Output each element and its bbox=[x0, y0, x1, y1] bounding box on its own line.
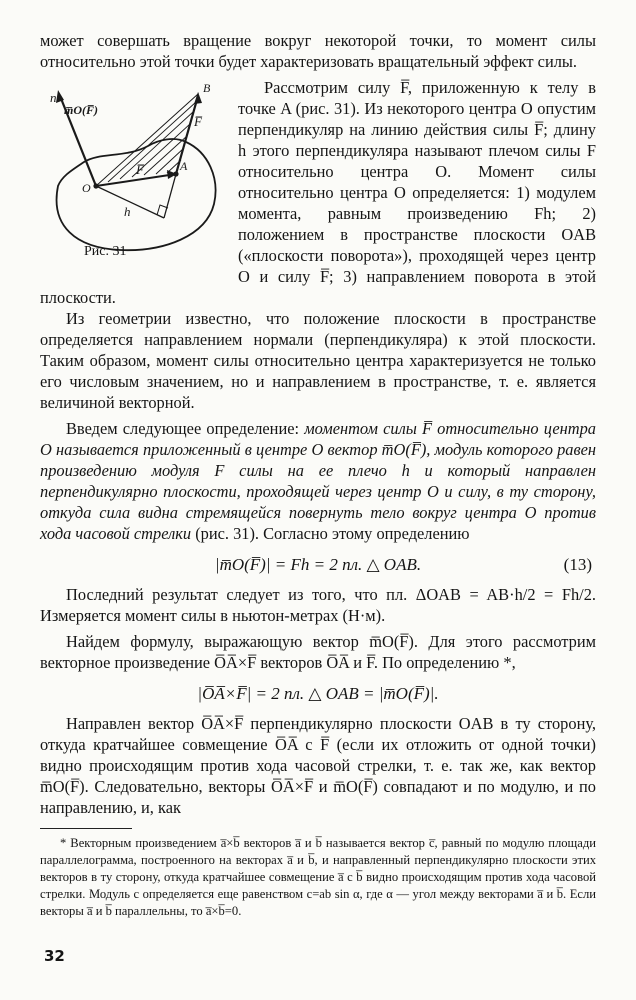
label-moment: m̅O(F̅) bbox=[64, 103, 98, 117]
paragraph-geometry: Из геометрии известно, что положение плоскости в пространстве определяется направлением нормали (перпендикуляра) к этой плоскости. Таким образом, момент силы относительно центра характеризуется не только его числовым значением, но и направлением в пространстве, т. е. является величиной векторной. bbox=[40, 309, 596, 412]
paragraph-definition bbox=[40, 418, 596, 544]
point-a bbox=[173, 171, 178, 176]
footnote: * Векторным произведением a̅×b̅ векторов a̅ и b̅ называется вектор c̅, равный по модулю площади параллелограмма, построенного на векторах a̅ и b̅, и направленный перпендикулярно плоскости этих векторов в ту сторону, откуда кратчайшее совмещение a̅ с b̅ видно происходящим против хода часовой стрелки. Модуль c определяется еще равенством c=ab sin α, где α — угол между векторами a̅ и b̅. Если векторы a̅ и b̅ параллельны, то a̅×b̅=0. bbox=[40, 836, 596, 918]
figure-caption: Рис. 31 bbox=[84, 244, 127, 259]
equation-number: (13) bbox=[563, 555, 592, 574]
definition-lead: Введем следующее определение: bbox=[66, 419, 300, 438]
paragraph-direction: Направлен вектор O̅A̅×F̅ перпендикулярно плоскости OAB в ту сторону, откуда кратчайшее совмещение O̅A̅ с F̅ (если их отложить от одной точки) видно происходящим против хода часовой стрелки, т. е. так же, как вектор m̅O(F̅). Следовательно, векторы O̅A̅×F̅ и m̅O(F̅) совпадают и по модулю, и по направлению, и, как bbox=[40, 714, 596, 817]
figure-31-diagram bbox=[36, 78, 226, 266]
force-arrowhead bbox=[194, 92, 202, 104]
paragraph-force-moment: Рассмотрим силу F̅, приложенную к телу в точке A (рис. 31). Из некоторого центра O опустим перпендикуляр на линию действия силы F̅; длину h этого перпендикуляра называют плечом силы F относительно центра O. Момент силы относительно центра O определяется: 1) модулем момента, равным произведению Fh; 2) положением в пространстве плоскости OAB («плоскости поворота»), проходящей через центр O и силу F̅; 3) направлением поворота в этой плоскости. bbox=[40, 78, 596, 307]
label-a: A bbox=[180, 159, 188, 173]
paragraph-formula-search: Найдем формулу, выражающую вектор m̅O(F̅). Для этого рассмотрим векторное произведение O̅A̅×F̅ векторов O̅A̅ и F̅. По определению *, bbox=[40, 632, 596, 672]
footnote-rule bbox=[40, 828, 132, 829]
paragraph-result: Последний результат следует из того, что пл. ΔOAB = AB·h/2 = Fh/2. Измеряется момент силы в ньютон-метрах (Н·м). bbox=[40, 585, 596, 625]
label-n: n bbox=[50, 90, 57, 105]
label-h: h bbox=[124, 204, 131, 219]
body-outline bbox=[57, 139, 216, 250]
formula-13-body: |m̅O(F̅)| = Fh = 2 пл. △ OAB. bbox=[214, 555, 422, 574]
label-b: B bbox=[203, 81, 211, 95]
figure-31 bbox=[36, 78, 226, 266]
definition-italic: моментом силы F̅ относительно центра O называется приложенный в центре O вектор m̅O(F̅), модуль которого равен произведению модуля F силы на ее плечо h и который направлен перпендикулярно плоскости, проходящей через центр O и силу, в ту сторону, откуда сила видна стремящейся повернуть тело вокруг центра O против хода часовой стрелки bbox=[40, 419, 596, 543]
formula-cross-product bbox=[40, 682, 596, 706]
paragraph-intro: может совершать вращение вокруг некоторой точки, то момент силы относительно этой точки будет характеризовать вращательный эффект силы. bbox=[40, 31, 596, 71]
definition-tail: (рис. 31). Согласно этому определению bbox=[195, 524, 470, 543]
line-of-action bbox=[164, 174, 176, 218]
page-number: 32 bbox=[44, 947, 65, 965]
formula-13 bbox=[40, 553, 596, 577]
formula-cross-body: |O̅A̅×F̅| = 2 пл. △ OAB = |m̅O(F̅)|. bbox=[197, 684, 439, 703]
label-f-top: F̅ bbox=[194, 114, 202, 129]
label-f-mid: F̅ bbox=[136, 162, 144, 177]
page-body bbox=[40, 30, 596, 920]
label-o: O bbox=[82, 181, 91, 195]
